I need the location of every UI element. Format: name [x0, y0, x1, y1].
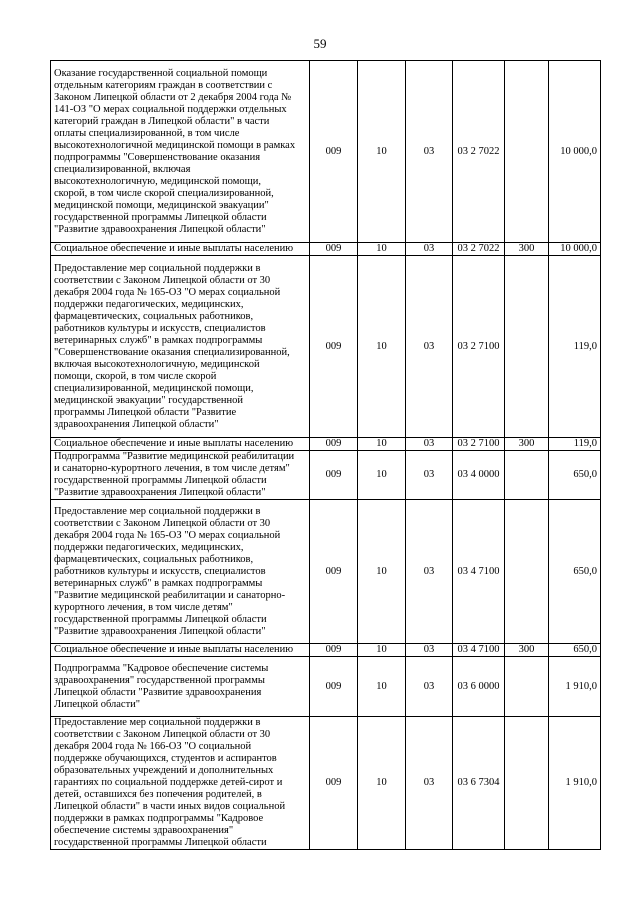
subsection-code: 03	[406, 500, 453, 644]
section-code: 10	[358, 61, 406, 243]
row-description: Предоставление мер социальной поддержки в соответствии с Законом Липецкой области от 30 декабря 2004 года № 165-ОЗ "О мерах социальной поддержки педагогических, медицинских, фармацевтических, социальных работников, работников культуры и искусств, специалистов ветеринарных служб" в рамках подпрограммы "Развитие медицинской реабилитации и санаторно- курортного лечения, в том числе детям" государственной программы Липецкой области "Развитие здравоохранения Липецкой области"	[51, 500, 310, 644]
budget-table	[50, 60, 601, 850]
amount: 119,0	[549, 438, 601, 451]
subsection-code: 03	[406, 256, 453, 438]
ministry-code: 009	[310, 438, 358, 451]
section-code: 10	[358, 644, 406, 657]
target-article-code: 03 2 7100	[453, 256, 505, 438]
table-row	[51, 500, 601, 644]
amount: 650,0	[549, 644, 601, 657]
row-description: Социальное обеспечение и иные выплаты населению	[51, 243, 310, 256]
ministry-code: 009	[310, 657, 358, 717]
section-code: 10	[358, 256, 406, 438]
table-row	[51, 657, 601, 717]
section-code: 10	[358, 243, 406, 256]
ministry-code: 009	[310, 256, 358, 438]
section-code: 10	[358, 717, 406, 850]
row-description: Подпрограмма "Развитие медицинской реабилитации и санаторно-курортного лечения, в том числе детям" государственной программы Липецкой области "Развитие здравоохранения Липецкой области"	[51, 451, 310, 500]
table-row	[51, 61, 601, 243]
ministry-code: 009	[310, 500, 358, 644]
expense-type-code: 300	[505, 243, 549, 256]
target-article-code: 03 4 7100	[453, 644, 505, 657]
target-article-code: 03 6 7304	[453, 717, 505, 850]
row-description: Социальное обеспечение и иные выплаты населению	[51, 438, 310, 451]
budget-table-body	[51, 61, 601, 850]
amount: 119,0	[549, 256, 601, 438]
amount: 650,0	[549, 451, 601, 500]
subsection-code: 03	[406, 451, 453, 500]
expense-type-code	[505, 256, 549, 438]
subsection-code: 03	[406, 438, 453, 451]
ministry-code: 009	[310, 451, 358, 500]
section-code: 10	[358, 657, 406, 717]
amount: 1 910,0	[549, 657, 601, 717]
section-code: 10	[358, 451, 406, 500]
subsection-code: 03	[406, 657, 453, 717]
subsection-code: 03	[406, 61, 453, 243]
expense-type-code	[505, 61, 549, 243]
row-description: Социальное обеспечение и иные выплаты населению	[51, 644, 310, 657]
amount: 1 910,0	[549, 717, 601, 850]
expense-type-code	[505, 717, 549, 850]
table-row	[51, 717, 601, 850]
row-description: Предоставление мер социальной поддержки в соответствии с Законом Липецкой области от 30 декабря 2004 года № 165-ОЗ "О мерах социальной поддержки педагогических, медицинских, фармацевтических, социальных работников, работников культуры и искусств, специалистов ветеринарных служб" в рамках подпрограммы "Совершенствование оказания специализированной, включая высокотехнологичную, медицинской помощи, скорой, в том числе скорой специализированной, медицинской помощи, медицинской эвакуации" государственной программы Липецкой области "Развитие здравоохранения Липецкой области"	[51, 256, 310, 438]
section-code: 10	[358, 438, 406, 451]
expense-type-code	[505, 657, 549, 717]
amount: 650,0	[549, 500, 601, 644]
target-article-code: 03 4 7100	[453, 500, 505, 644]
ministry-code: 009	[310, 717, 358, 850]
ministry-code: 009	[310, 243, 358, 256]
target-article-code: 03 4 0000	[453, 451, 505, 500]
row-description: Оказание государственной социальной помощи отдельным категориям граждан в соответствии с Законом Липецкой области от 2 декабря 2004 года № 141-ОЗ "О мерах социальной поддержки отдельных категорий граждан в Липецкой области" в части оплаты специализированной, в том числе высокотехнологичной медицинской помощи в рамках подпрограммы "Совершенствование оказания специализированной, включая высокотехнологичную, медицинской помощи, скорой, в том числе скорой специализированной, медицинской помощи, медицинской эвакуации" государственной программы Липецкой области "Развитие здравоохранения Липецкой области"	[51, 61, 310, 243]
table-row	[51, 256, 601, 438]
amount: 10 000,0	[549, 243, 601, 256]
target-article-code: 03 2 7022	[453, 243, 505, 256]
row-description: Подпрограмма "Кадровое обеспечение системы здравоохранения" государственной программы Липецкой области "Развитие здравоохранения Липецкой области"	[51, 657, 310, 717]
target-article-code: 03 6 0000	[453, 657, 505, 717]
table-row	[51, 438, 601, 451]
subsection-code: 03	[406, 644, 453, 657]
table-row	[51, 644, 601, 657]
expense-type-code	[505, 500, 549, 644]
expense-type-code: 300	[505, 438, 549, 451]
row-description: Предоставление мер социальной поддержки в соответствии с Законом Липецкой области от 30 декабря 2004 года № 166-ОЗ "О социальной поддержке обучающихся, студентов и аспирантов образовательных учреждений и дополнительных гарантиях по социальной поддержке детей-сирот и детей, оставшихся без попечения родителей, в Липецкой области" в части иных видов социальной поддержки в рамках подпрограммы "Кадровое обеспечение системы здравоохранения" государственной программы Липецкой области	[51, 717, 310, 850]
target-article-code: 03 2 7022	[453, 61, 505, 243]
expense-type-code: 300	[505, 644, 549, 657]
target-article-code: 03 2 7100	[453, 438, 505, 451]
amount: 10 000,0	[549, 61, 601, 243]
ministry-code: 009	[310, 61, 358, 243]
subsection-code: 03	[406, 717, 453, 850]
table-row	[51, 243, 601, 256]
table-row	[51, 451, 601, 500]
ministry-code: 009	[310, 644, 358, 657]
expense-type-code	[505, 451, 549, 500]
page-number: 59	[313, 36, 327, 51]
section-code: 10	[358, 500, 406, 644]
subsection-code: 03	[406, 243, 453, 256]
